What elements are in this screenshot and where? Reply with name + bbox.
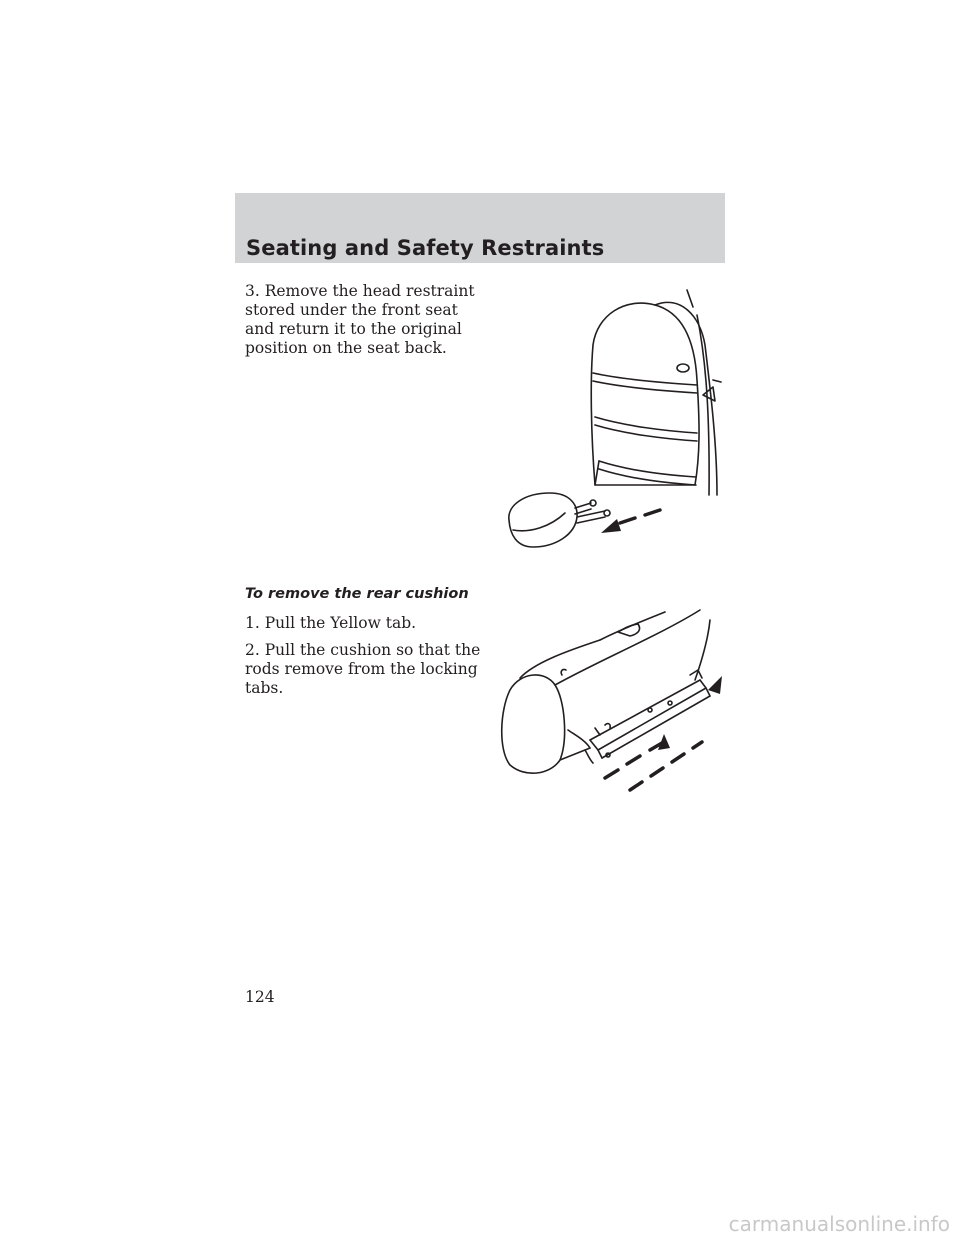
rear-cushion-illustration (490, 600, 730, 800)
rear-cushion-subheading: To remove the rear cushion (245, 586, 469, 602)
head-restraint-illustration (495, 285, 725, 560)
step-3-text: 3. Remove the head restraint stored under the front seat and return it to the original position on the seat back. (245, 282, 475, 357)
watermark: carmanualsonline.info (728, 1212, 950, 1236)
step-1-text: 1. Pull the Yellow tab. (245, 614, 417, 632)
step-2-text: 2. Pull the cushion so that the rods remove from the locking tabs. (245, 641, 481, 697)
page-number: 124 (245, 988, 275, 1006)
section-title: Seating and Safety Restraints (246, 236, 605, 260)
section-header (235, 193, 725, 263)
